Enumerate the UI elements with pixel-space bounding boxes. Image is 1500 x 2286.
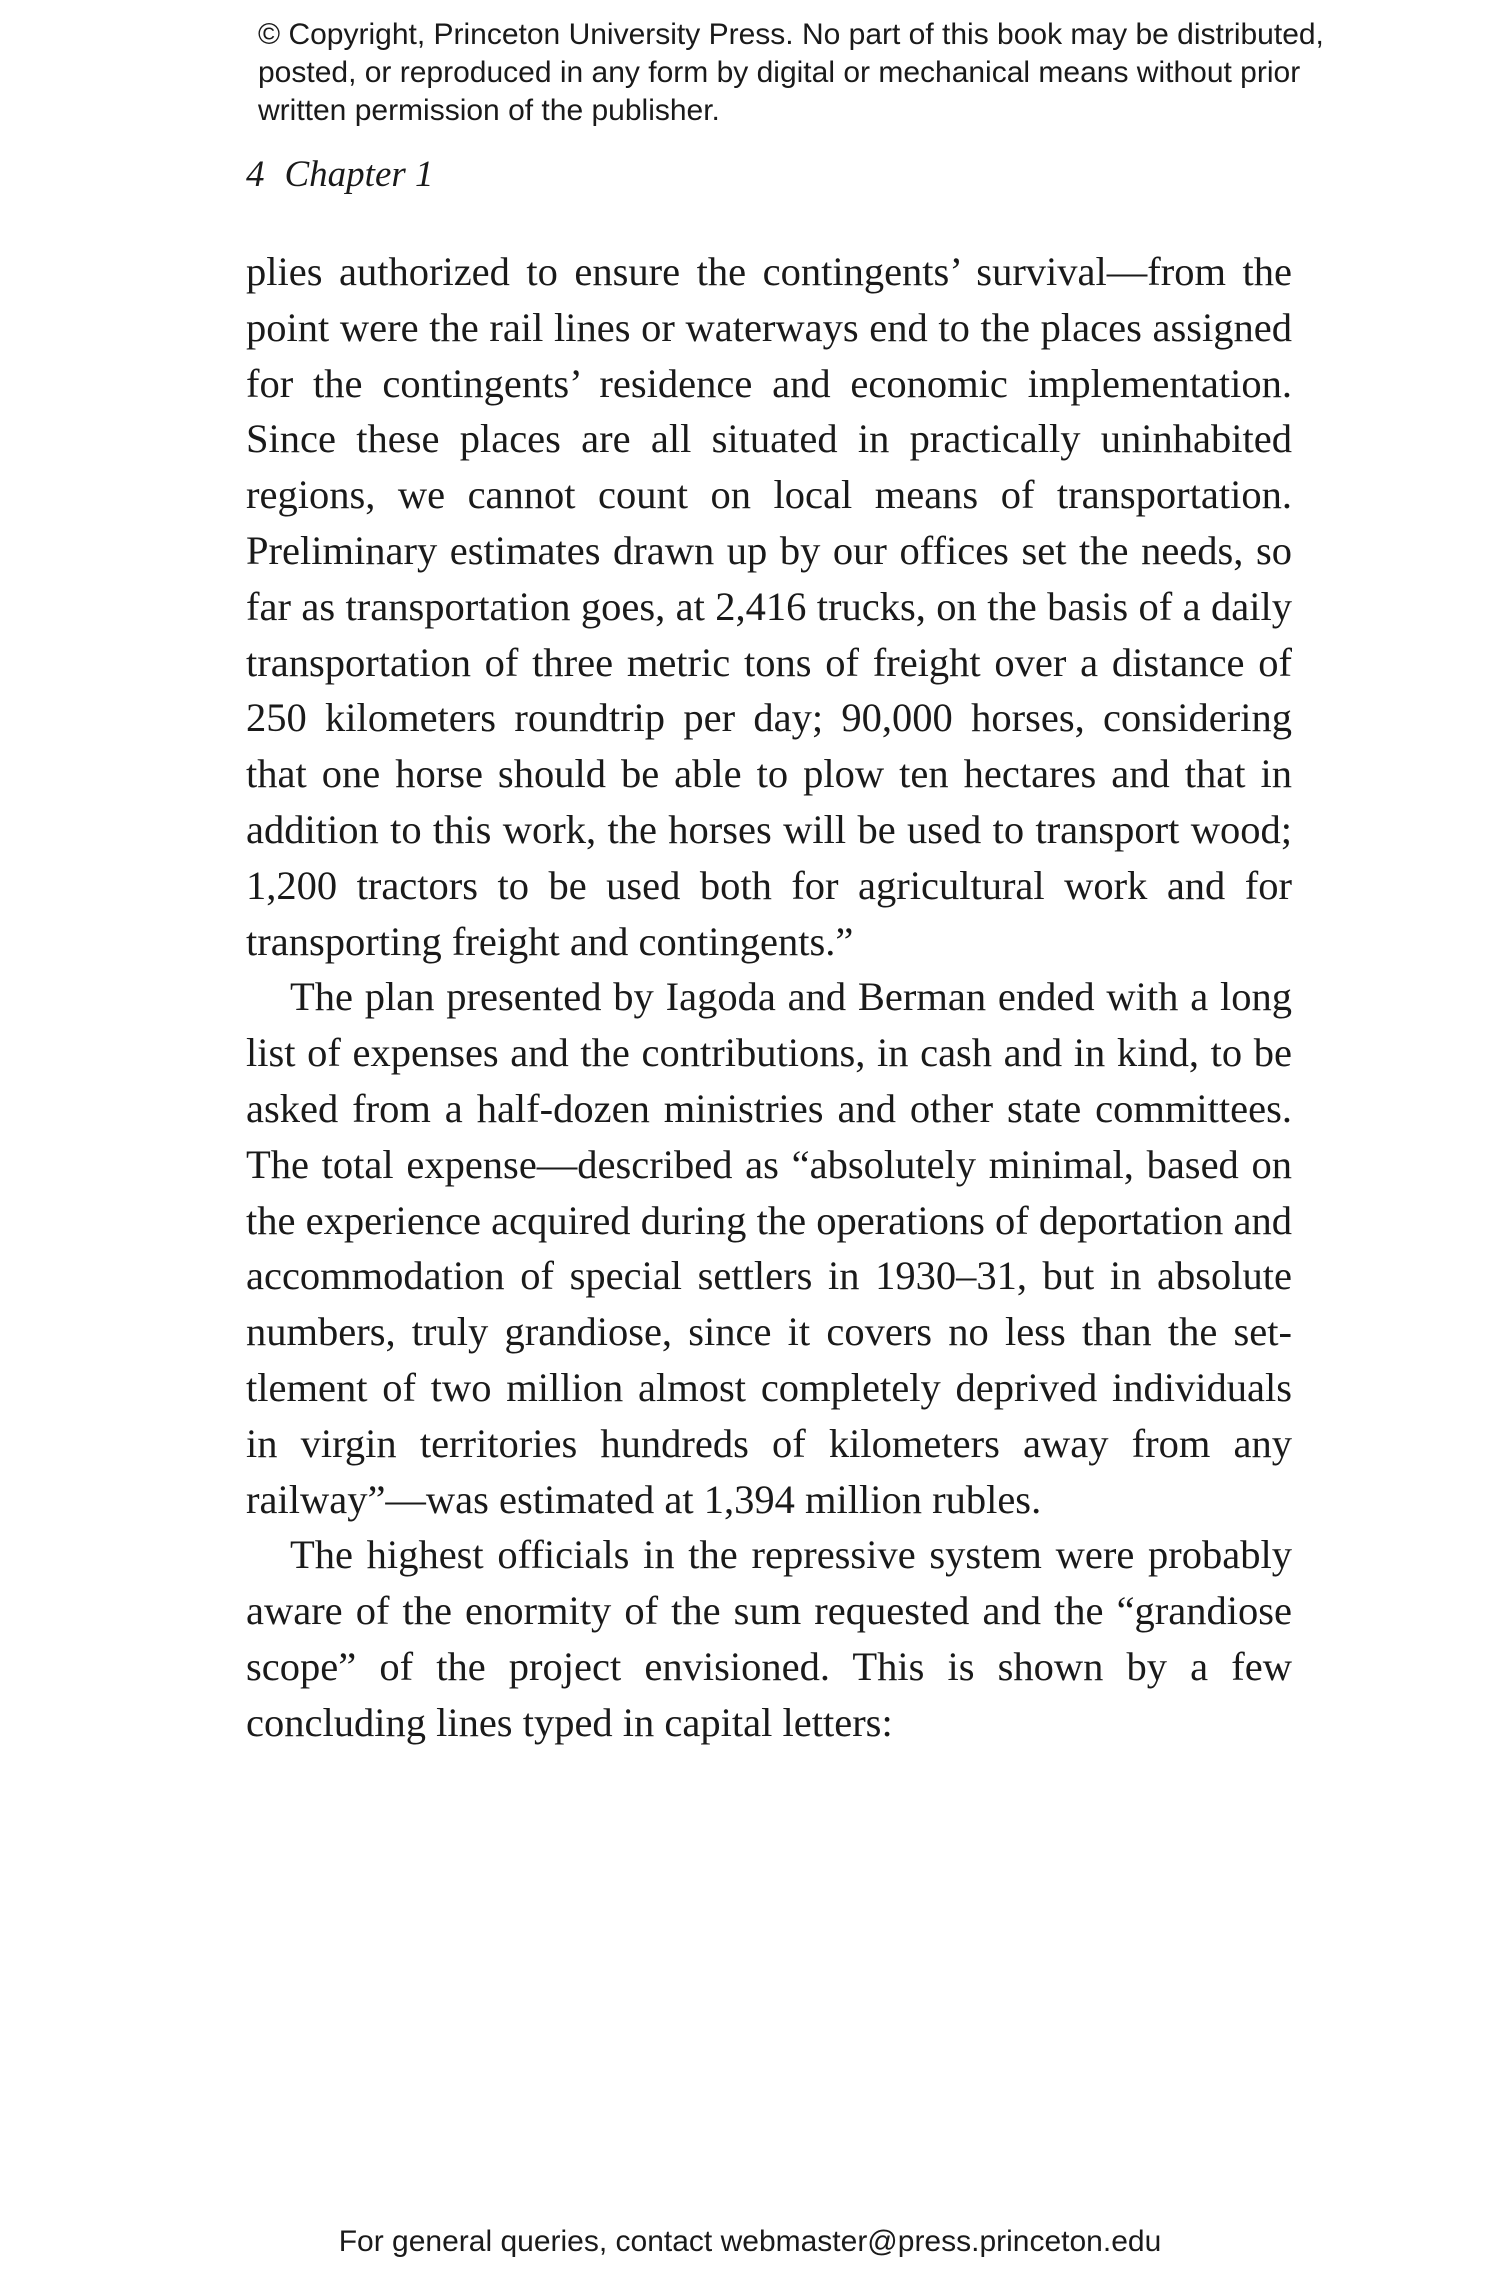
paragraph: plies authorized to ensure the contingents’ survival—from the point were the rail lines or waterways end to the places assigned for the contingents’ residence and economic implementation. Since these places are all situated in practically uninhabited regions, we cannot count on local means of transportation. Preliminary estimates drawn up by our offices set the needs, so far as transportation goes, at 2,416 trucks, on the basis of a daily transportation of three metric tons of freight over a distance of 250 kilometers roundtrip per day; 90,000 horses, considering that one horse should be able to plow ten hectares and that in addition to this work, the horses will be used to transport wood; 1,200 tractors to be used both for agricultural work and for transporting freight and contingents.” xyxy=(246,249,1292,964)
footer-contact: For general queries, contact webmaster@press.princeton.edu xyxy=(338,2225,1162,2258)
paragraph: The highest officials in the repressive system were probably aware of the enormity of the sum requested and the “grandiose scope” of the project envisioned. This is shown by a few concluding lines typed in capital letters: xyxy=(246,1532,1292,1745)
page-number: 4 xyxy=(246,154,265,195)
paragraph: The plan presented by Iagoda and Berman ended with a long list of expenses and the contributions, in cash and in kind, to be asked from a half-dozen ministries and other state committees. The total expense—described as “absolutely minimal, based on the experience acquired during the operations of deportation and accommodation of special settlers in 1930–31, but in absolute numbers, truly grandiose, since it covers no less than the settlement of two million almost completely deprived individuals in virgin territories hundreds of kilometers away from any railway”—was estimated at 1,394 million rubles. xyxy=(246,974,1292,1522)
running-head xyxy=(246,150,434,200)
copyright-notice: © Copyright, Princeton University Press. No part of this book may be distributed, posted, or reproduced in any form by digital or mechanical means without prior written permission of the publisher. xyxy=(258,18,1324,127)
body-text xyxy=(246,244,1292,1751)
chapter-title: Chapter 1 xyxy=(284,154,434,195)
